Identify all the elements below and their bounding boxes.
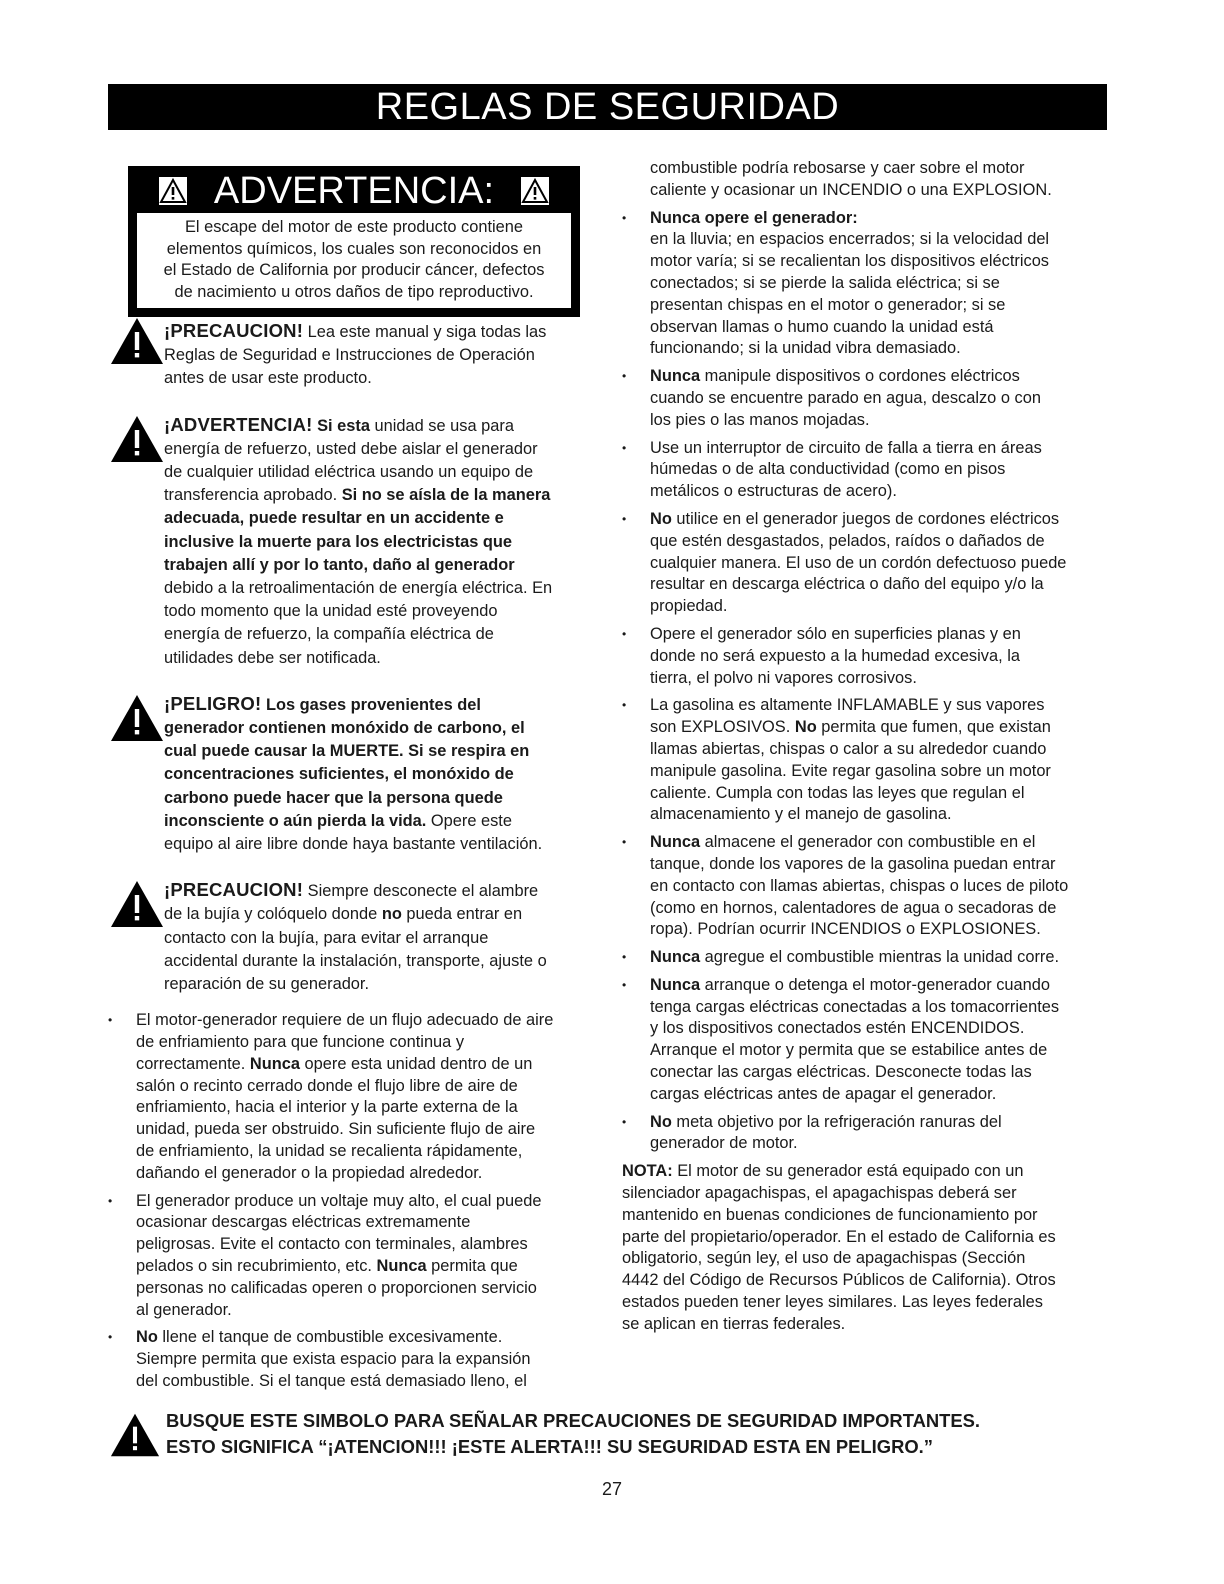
text-line — [650, 459, 1110, 481]
text-segment: ocasionar descargas eléctricas extremamente — [136, 1213, 471, 1232]
text-segment: que estén desgastados, pelados, raídos o dañados de — [650, 531, 1045, 550]
warning-line: el Estado de California por producir cáncer, defectos — [163, 261, 545, 279]
text-line — [650, 229, 1110, 251]
emphasis-text: generador contienen monóxido de carbono, el — [164, 719, 525, 738]
left-column — [108, 158, 593, 1399]
text-segment: generador de motor. — [650, 1134, 798, 1153]
text-line — [164, 531, 593, 554]
text-segment: Reglas de Seguridad e Instrucciones de Operación — [164, 346, 535, 365]
text-line — [164, 973, 593, 996]
text-line — [650, 388, 1110, 410]
text-line — [136, 1212, 593, 1234]
text-line — [650, 273, 1110, 295]
text-segment: de enfriamiento para que funcione continua y — [136, 1033, 465, 1052]
caution-backup-power — [108, 413, 593, 670]
alert-triangle-icon — [110, 415, 164, 463]
text-line — [650, 158, 1110, 180]
text-segment: utilice en el generador juegos de cordones eléctricos — [671, 509, 1060, 528]
bullet-item — [622, 366, 1110, 431]
text-segment: El motor-generador requiere de un flujo adecuado de aire — [136, 1011, 554, 1030]
text-segment: presentan chispas en el motor o generador; si se — [650, 295, 1006, 314]
text-segment: cargas eléctricas antes de apagar el generador. — [650, 1084, 997, 1103]
text-line — [650, 596, 1110, 618]
bullet-item — [622, 832, 1110, 941]
text-segment: enfriamiento, hacia el interior y la parte externa de la — [136, 1098, 518, 1117]
text-line — [164, 717, 593, 740]
text-line — [650, 251, 1110, 273]
text-line — [622, 1314, 1110, 1336]
text-segment: manipule dispositivos o cordones eléctricos — [700, 367, 1020, 386]
text-line — [650, 208, 1110, 230]
emphasis-text: Nunca — [376, 1257, 427, 1276]
bullet-item — [108, 1191, 593, 1322]
text-line — [650, 1084, 1110, 1106]
bullet-item — [622, 509, 1110, 618]
text-line — [650, 739, 1110, 761]
text-line — [164, 787, 593, 810]
bullet-item — [108, 1327, 593, 1392]
text-line — [650, 1040, 1110, 1062]
text-line — [650, 1133, 1110, 1155]
emphasis-text: cual puede causar la MUERTE. Si se respira en — [164, 742, 530, 761]
text-segment: Opere este — [426, 811, 512, 830]
text-segment: combustible podría rebosarse y caer sobre el motor — [650, 159, 1025, 177]
text-segment: húmedas o de alta conductividad (como en pisos — [650, 460, 1006, 479]
text-line — [622, 1227, 1110, 1249]
text-segment: Use un interruptor de circuito de falla a tierra en áreas — [650, 438, 1042, 457]
text-segment: cuando se encuentre parado en agua, descalzo o con — [650, 388, 1041, 407]
text-segment: conectar las cargas eléctricas. Desconecte todas las — [650, 1063, 1032, 1082]
text-line — [622, 1183, 1110, 1205]
warning-text — [137, 213, 571, 308]
text-line — [164, 647, 593, 670]
page-title: REGLAS DE SEGURIDAD — [108, 84, 1107, 130]
text-segment: del combustible. Si el tanque está demasiado lleno, el — [136, 1372, 527, 1391]
caution-read-manual — [108, 319, 593, 391]
text-segment: unidad, pueda ser obstruido. Sin suficiente flujo de aire — [136, 1120, 536, 1139]
text-segment: llamas abiertas, chispas o calor a su alrededor cuando — [650, 739, 1047, 758]
footer-warning-line: BUSQUE ESTE SIMBOLO PARA SEÑALAR PRECAUCIONES DE SEGURIDAD IMPORTANTES. — [166, 1410, 981, 1431]
text-line — [622, 1161, 1110, 1183]
warning-box — [128, 166, 580, 317]
text-line — [164, 484, 593, 507]
bullet-item — [622, 1112, 1110, 1156]
text-line — [164, 903, 593, 926]
text-segment: ropa). Podrían ocurrir INCENDIOS o EXPLOSIONES. — [650, 920, 1041, 939]
text-line — [136, 1234, 593, 1256]
text-segment: propiedad. — [650, 597, 728, 616]
text-line — [650, 947, 1110, 969]
text-segment: observan llamas o humo cuando la unidad está — [650, 317, 994, 336]
text-line — [650, 410, 1110, 432]
text-segment: conectados; si se pierde la salida eléctrica; si se — [650, 273, 1000, 292]
right-bullet-list — [622, 208, 1110, 1156]
text-segment: correctamente. — [136, 1054, 250, 1073]
text-line — [164, 367, 593, 390]
text-line — [650, 646, 1110, 668]
warning-line: de nacimiento u otros daños de tipo reproductivo. — [174, 282, 534, 301]
text-segment: 4442 del Código de Recursos Públicos de California). Otros — [622, 1271, 1056, 1290]
text-segment: caliente. Cumpla con todas las leyes que regulan el — [650, 783, 1025, 802]
bullet-item — [622, 624, 1110, 689]
emphasis-text: Nunca — [650, 367, 701, 386]
text-line — [136, 1300, 593, 1322]
text-line — [650, 832, 1110, 854]
emphasis-text: Los gases provenientes del — [261, 695, 481, 714]
text-line — [164, 878, 593, 903]
text-line — [164, 461, 593, 484]
text-segment: los pies o las manos mojadas. — [650, 410, 870, 429]
text-segment: al generador. — [136, 1300, 232, 1319]
footer-warning — [110, 1408, 1070, 1460]
alert-triangle-icon — [110, 1412, 160, 1458]
text-line — [650, 1112, 1110, 1134]
text-segment: arranque o detenga el motor-generador cuando — [700, 975, 1051, 994]
text-line — [164, 413, 593, 438]
text-segment: permita que fumen, que existan — [816, 718, 1051, 737]
bullet-item — [622, 947, 1110, 969]
text-segment: mantenido en buenas condiciones de funcionamiento por — [622, 1205, 1038, 1224]
emphasis-text: No — [650, 1112, 672, 1131]
text-segment: agregue el combustible mientras la unidad corre. — [700, 948, 1060, 967]
emphasis-text: inclusive la muerte para los electricistas que — [164, 532, 513, 551]
emphasis-text: Si esta — [312, 416, 370, 435]
emphasis-text: Nunca opere el generador: — [650, 208, 858, 227]
text-segment: caliente y ocasionar un INCENDIO o una EXPLOSION. — [650, 180, 1052, 199]
text-segment: son EXPLOSIVOS. — [650, 718, 795, 737]
text-segment: energía de refuerzo, usted debe aislar el generador — [164, 439, 538, 458]
emphasis-text: concentraciones suficientes, el monóxido de — [164, 765, 514, 784]
text-line — [164, 554, 593, 577]
text-line — [164, 623, 593, 646]
text-segment: pelados o sin recubrimiento, etc. — [136, 1257, 377, 1276]
bullet-item — [622, 208, 1110, 361]
alert-triangle-icon — [110, 880, 164, 928]
text-line — [136, 1163, 593, 1185]
text-line — [650, 804, 1110, 826]
text-line — [622, 1205, 1110, 1227]
text-line — [650, 668, 1110, 690]
text-line — [650, 338, 1110, 360]
text-segment: reparación de su generador. — [164, 975, 370, 994]
warning-box-header — [131, 169, 577, 213]
text-segment: parte del propietario/operador. En el estado de California es — [622, 1227, 1056, 1246]
text-line — [650, 1018, 1110, 1040]
text-segment: obligatorio, según ley, el uso de apagachispas (Sección — [622, 1249, 1026, 1268]
text-line — [164, 692, 593, 717]
text-segment: motor varía; si se recalientan los dispositivos eléctricos — [650, 252, 1050, 271]
text-line — [650, 180, 1110, 202]
text-line — [650, 295, 1110, 317]
text-line — [650, 876, 1110, 898]
text-segment: y los dispositivos conectados estén ENCENDIDOS. — [650, 1019, 1025, 1038]
bullet-item — [622, 438, 1110, 503]
text-line — [622, 1270, 1110, 1292]
text-segment: funcionando; si la unidad vibra demasiado. — [650, 339, 961, 358]
emphasis-text: Si no se aísla de la manera — [341, 486, 551, 505]
text-segment: utilidades debe ser notificada. — [164, 648, 381, 667]
text-segment: debido a la retroalimentación de energía eléctrica. En — [164, 579, 553, 598]
page-number: 27 — [601, 1479, 623, 1499]
emphasis-text: No — [650, 509, 672, 528]
text-segment: de la bujía y colóquelo donde — [164, 905, 382, 924]
text-segment: peligrosas. Evite el contacto con terminales, alambres — [136, 1235, 528, 1254]
text-line — [136, 1119, 593, 1141]
text-line — [650, 481, 1110, 503]
text-segment: opere esta unidad dentro de un — [299, 1054, 533, 1073]
emphasis-text: No — [794, 718, 817, 737]
text-segment: todo momento que la unidad esté proveyendo — [164, 602, 498, 621]
text-line — [650, 553, 1110, 575]
emphasis-text: adecuada, puede resultar en un accidente e — [164, 509, 504, 528]
text-line — [164, 600, 593, 623]
text-line — [650, 898, 1110, 920]
text-line — [164, 740, 593, 763]
text-line — [164, 927, 593, 950]
text-line — [164, 763, 593, 786]
text-segment: accidental durante la instalación, transporte, ajuste o — [164, 951, 547, 970]
emphasis-text: Nunca — [650, 948, 701, 967]
text-segment: (como en hornos, calentadores de agua o secadoras de — [650, 898, 1057, 917]
text-line — [136, 1141, 593, 1163]
bullet-item — [622, 695, 1110, 826]
text-segment: equipo al aire libre donde haya bastante ventilación. — [164, 835, 543, 854]
text-segment: estados pueden tener leyes similares. Las leyes federales — [622, 1293, 1043, 1312]
text-line — [164, 438, 593, 461]
text-line — [164, 507, 593, 530]
text-segment: manipule gasolina. Evite regar gasolina sobre un motor — [650, 761, 1051, 780]
text-line — [650, 919, 1110, 941]
text-line — [164, 344, 593, 367]
emphasis-text: Nunca — [650, 975, 701, 994]
warning-title: ADVERTENCIA: — [213, 170, 495, 212]
emphasis-text: trabajen allí y por lo tanto, daño al generador — [164, 555, 515, 574]
text-segment: Opere el generador sólo en superficies planas y en — [650, 624, 1021, 643]
emphasis-text: Nunca — [650, 833, 701, 852]
text-line — [650, 366, 1110, 388]
emphasis-text: carbono puede hacer que la persona quede — [164, 788, 503, 807]
text-line — [136, 1010, 593, 1032]
text-segment: metálicos o estructuras de acero). — [650, 482, 897, 501]
emphasis-text: NOTA: — [622, 1162, 673, 1181]
text-line — [650, 717, 1110, 739]
text-line — [136, 1278, 593, 1300]
emphasis-text: ¡PRECAUCION! — [164, 320, 304, 341]
text-line — [136, 1032, 593, 1054]
text-line — [650, 531, 1110, 553]
text-line — [136, 1076, 593, 1098]
text-line — [164, 810, 593, 833]
text-segment: en contacto con llamas abiertas, chispas o luces de piloto — [650, 876, 1069, 895]
text-line — [650, 438, 1110, 460]
text-segment: de enfriamiento, la unidad se recalienta rápidamente, — [136, 1142, 523, 1161]
text-line — [136, 1327, 593, 1349]
text-line — [650, 997, 1110, 1019]
left-bullet-list — [108, 1010, 593, 1393]
text-line — [650, 854, 1110, 876]
text-line — [650, 574, 1110, 596]
text-segment: meta objetivo por la refrigeración ranuras del — [671, 1112, 1002, 1131]
text-segment: tenga cargas eléctricas conectadas a los tomacorrientes — [650, 997, 1060, 1016]
text-segment: silenciador apagachispas, el apagachispas deberá ser — [622, 1184, 1017, 1203]
text-line — [136, 1256, 593, 1278]
text-segment: resultar en descarga eléctrica o daño del equipo y/o la — [650, 575, 1044, 594]
text-line — [650, 509, 1110, 531]
text-line — [136, 1054, 593, 1076]
text-line — [164, 833, 593, 856]
emphasis-text: ¡PRECAUCION! — [164, 879, 304, 901]
bullet-item — [108, 1010, 593, 1184]
text-segment: cualquier manera. El uso de un cordón defectuoso puede — [650, 553, 1067, 572]
warning-triangle-icon — [520, 176, 550, 206]
text-line — [164, 950, 593, 973]
continued-text — [622, 158, 1110, 202]
text-segment: tierra, el polvo ni vapores corrosivos. — [650, 668, 917, 687]
text-line — [650, 761, 1110, 783]
alert-triangle-icon — [110, 694, 164, 742]
text-line — [164, 319, 593, 344]
text-segment: Siempre desconecte el alambre — [303, 882, 539, 901]
text-segment: llene el tanque de combustible excesivamente. — [157, 1328, 503, 1347]
text-segment: permita que — [426, 1257, 518, 1276]
text-line — [136, 1371, 593, 1393]
text-segment: de cualquier utilidad eléctrica usando un equipo de — [164, 463, 534, 482]
text-segment: Arranque el motor y permita que se estabilice antes de — [650, 1041, 1048, 1060]
text-segment: donde no será expuesto a la humedad excesiva, la — [650, 646, 1020, 665]
text-segment: unidad se usa para — [369, 416, 514, 435]
text-segment: personas no calificadas operen o proporcionen servicio — [136, 1278, 537, 1297]
right-column — [622, 158, 1110, 1336]
note-paragraph — [622, 1161, 1110, 1335]
text-segment: en la lluvia; en espacios encerrados; si la velocidad del — [650, 230, 1050, 249]
text-segment: El generador produce un voltaje muy alto, el cual puede — [136, 1191, 542, 1210]
warning-line: El escape del motor de este producto contiene — [184, 218, 524, 236]
text-segment: Lea este manual y siga todas las — [303, 323, 547, 341]
text-line — [622, 1248, 1110, 1270]
text-segment: pueda entrar en — [401, 905, 523, 924]
text-line — [650, 1062, 1110, 1084]
emphasis-text: inconsciente o aún pierda la vida. — [164, 811, 427, 830]
text-line — [650, 783, 1110, 805]
text-line — [136, 1191, 593, 1213]
text-line — [164, 577, 593, 600]
danger-carbon-monoxide — [108, 692, 593, 856]
text-segment: energía de refuerzo, la compañía eléctrica de — [164, 625, 494, 644]
emphasis-text: ¡PELIGRO! — [164, 692, 262, 714]
text-segment: se aplican en tierras federales. — [622, 1314, 846, 1333]
text-segment: El motor de su generador está equipado con un — [672, 1162, 1024, 1181]
text-line — [650, 695, 1110, 717]
warning-triangle-icon — [158, 176, 188, 206]
text-segment: almacene el generador con combustible en el — [700, 833, 1036, 852]
emphasis-text: ¡ADVERTENCIA! — [164, 413, 313, 435]
text-line — [136, 1349, 593, 1371]
bullet-item — [622, 975, 1110, 1106]
text-line — [650, 975, 1110, 997]
text-line — [136, 1097, 593, 1119]
text-segment: Siempre permita que exista espacio para la expansión — [136, 1350, 531, 1369]
text-segment: contacto con la bujía, para evitar el arranque — [164, 928, 489, 947]
footer-warning-line: ESTO SIGNIFICA “¡ATENCION!!! ¡ESTE ALERTA!!! SU SEGURIDAD ESTA EN PELIGRO.” — [166, 1436, 933, 1457]
text-segment: La gasolina es altamente INFLAMABLE y sus vapores — [650, 696, 1045, 715]
caution-spark-plug — [108, 878, 593, 996]
text-line — [650, 317, 1110, 339]
warning-line: elementos químicos, los cuales son reconocidos en — [166, 239, 542, 258]
text-segment: tanque, donde los vapores de la gasolina puedan entrar — [650, 854, 1056, 873]
text-segment: dañando el generador o la propiedad alrededor. — [136, 1163, 483, 1182]
text-segment: salón o recinto cerrado donde el flujo libre de aire de — [136, 1076, 518, 1095]
text-line — [622, 1292, 1110, 1314]
emphasis-text: Nunca — [249, 1054, 300, 1073]
emphasis-text: no — [381, 905, 402, 924]
text-segment: antes de usar este producto. — [164, 369, 372, 388]
text-segment: transferencia aprobado. — [164, 486, 342, 505]
emphasis-text: No — [136, 1328, 158, 1347]
text-line — [650, 624, 1110, 646]
alert-triangle-icon — [110, 317, 164, 365]
text-segment: almacenamiento y el manejo de gasolina. — [650, 805, 952, 824]
